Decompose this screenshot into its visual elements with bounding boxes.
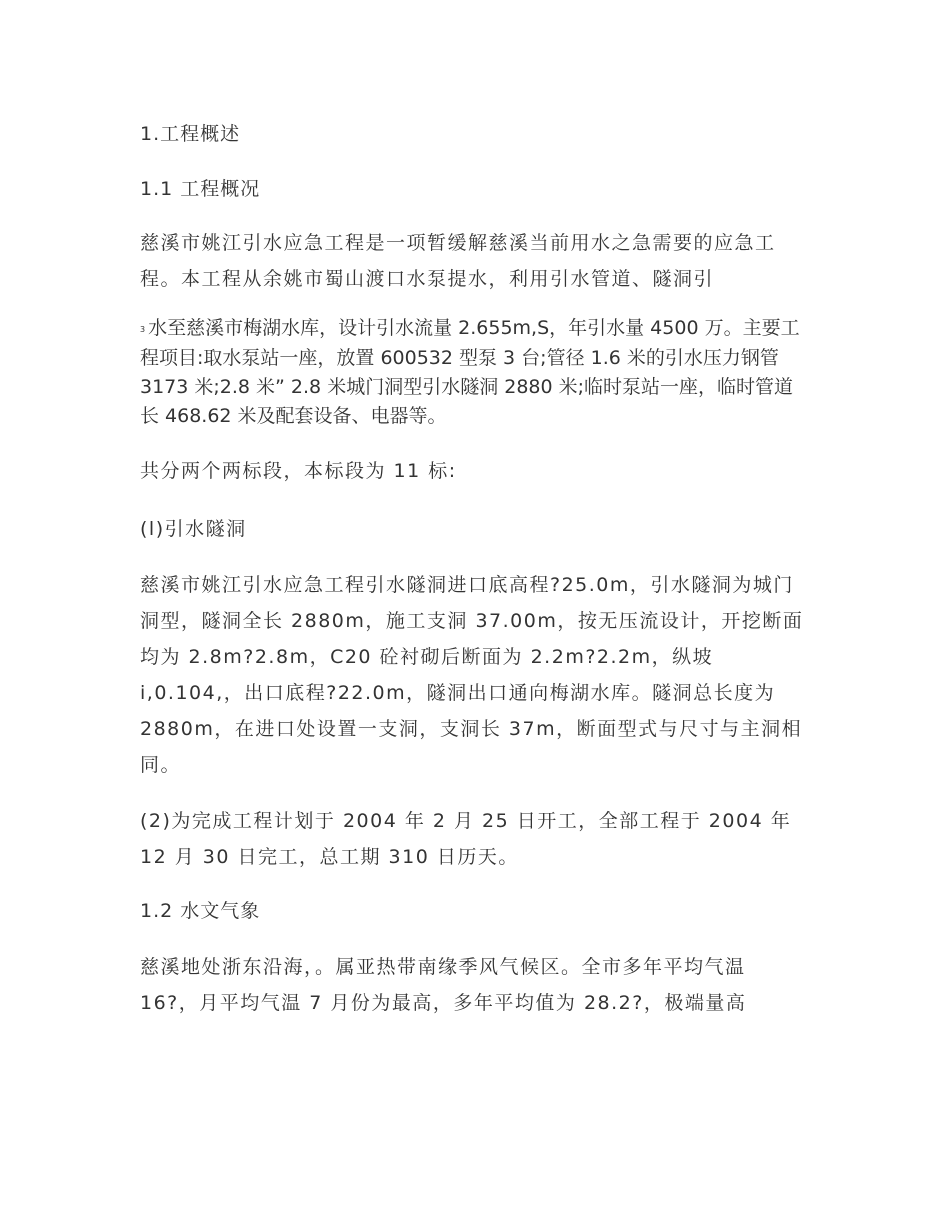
paragraph-schedule: (2)为完成工程计划于 2004 年 2 月 25 日开工，全部工程于 2004 年 12 月 30 日完工，总工期 310 日历天。 [140, 810, 792, 868]
subsection-heading-1-2: 1.2 水文气象 [140, 900, 261, 922]
paragraph-project-details-text: 水至慈溪市梅湖水库，设计引水流量 2.655m,S，年引水量 4500 万。主要工程项目:取水泵站一座，放置 600532 型泵 3 台;管径 1.6 米的引水压力钢管 3173 米;2.8 米” 2.8 米城门洞型引水隧洞 2880 米;临时泵站一座，临时管道长 468.62 米及配套设备、电器等。 [140, 317, 800, 427]
paragraph-project-details [140, 314, 805, 431]
paragraph-project-intro: 慈溪市姚江引水应急工程是一项暂缓解慈溪当前用水之急需要的应急工程。本工程从余姚市蜀山渡口水泵提水，利用引水管道、隧洞引 [140, 232, 776, 290]
paragraph-climate: 慈溪地处浙东沿海，。属亚热带南缘季风气候区。全市多年平均气温 16?，月平均气温 7 月份为最高，多年平均值为 28.2?，极端量高 [140, 956, 747, 1014]
section-heading-1: 1.工程概述 [140, 123, 241, 145]
superscript-3: 3 [140, 325, 146, 334]
paragraph-bid-sections: 共分两个两标段，本标段为 11 标: [140, 460, 457, 482]
paragraph-tunnel-description: 慈溪市姚江引水应急工程引水隧洞进口底高程?25.0m，引水隧洞为城门洞型，隧洞全长 2880m，施工支洞 37.00m，按无压流设计，开挖断面均为 2.8m?2.8m，C20 砼衬砌后断面为 2.2m?2.2m，纵坡 i,0.104,，出口底程?22.0m，隧洞出口通向梅湖水库。隧洞总长度为 2880m，在进口处设置一支洞，支洞长 37m，断面型式与尺寸与主洞相同。 [140, 574, 804, 776]
subsection-heading-1-1: 1.1 工程概况 [140, 178, 261, 200]
document-page [140, 118, 805, 1021]
paragraph-tunnel-title: (l)引水隧洞 [140, 518, 247, 540]
